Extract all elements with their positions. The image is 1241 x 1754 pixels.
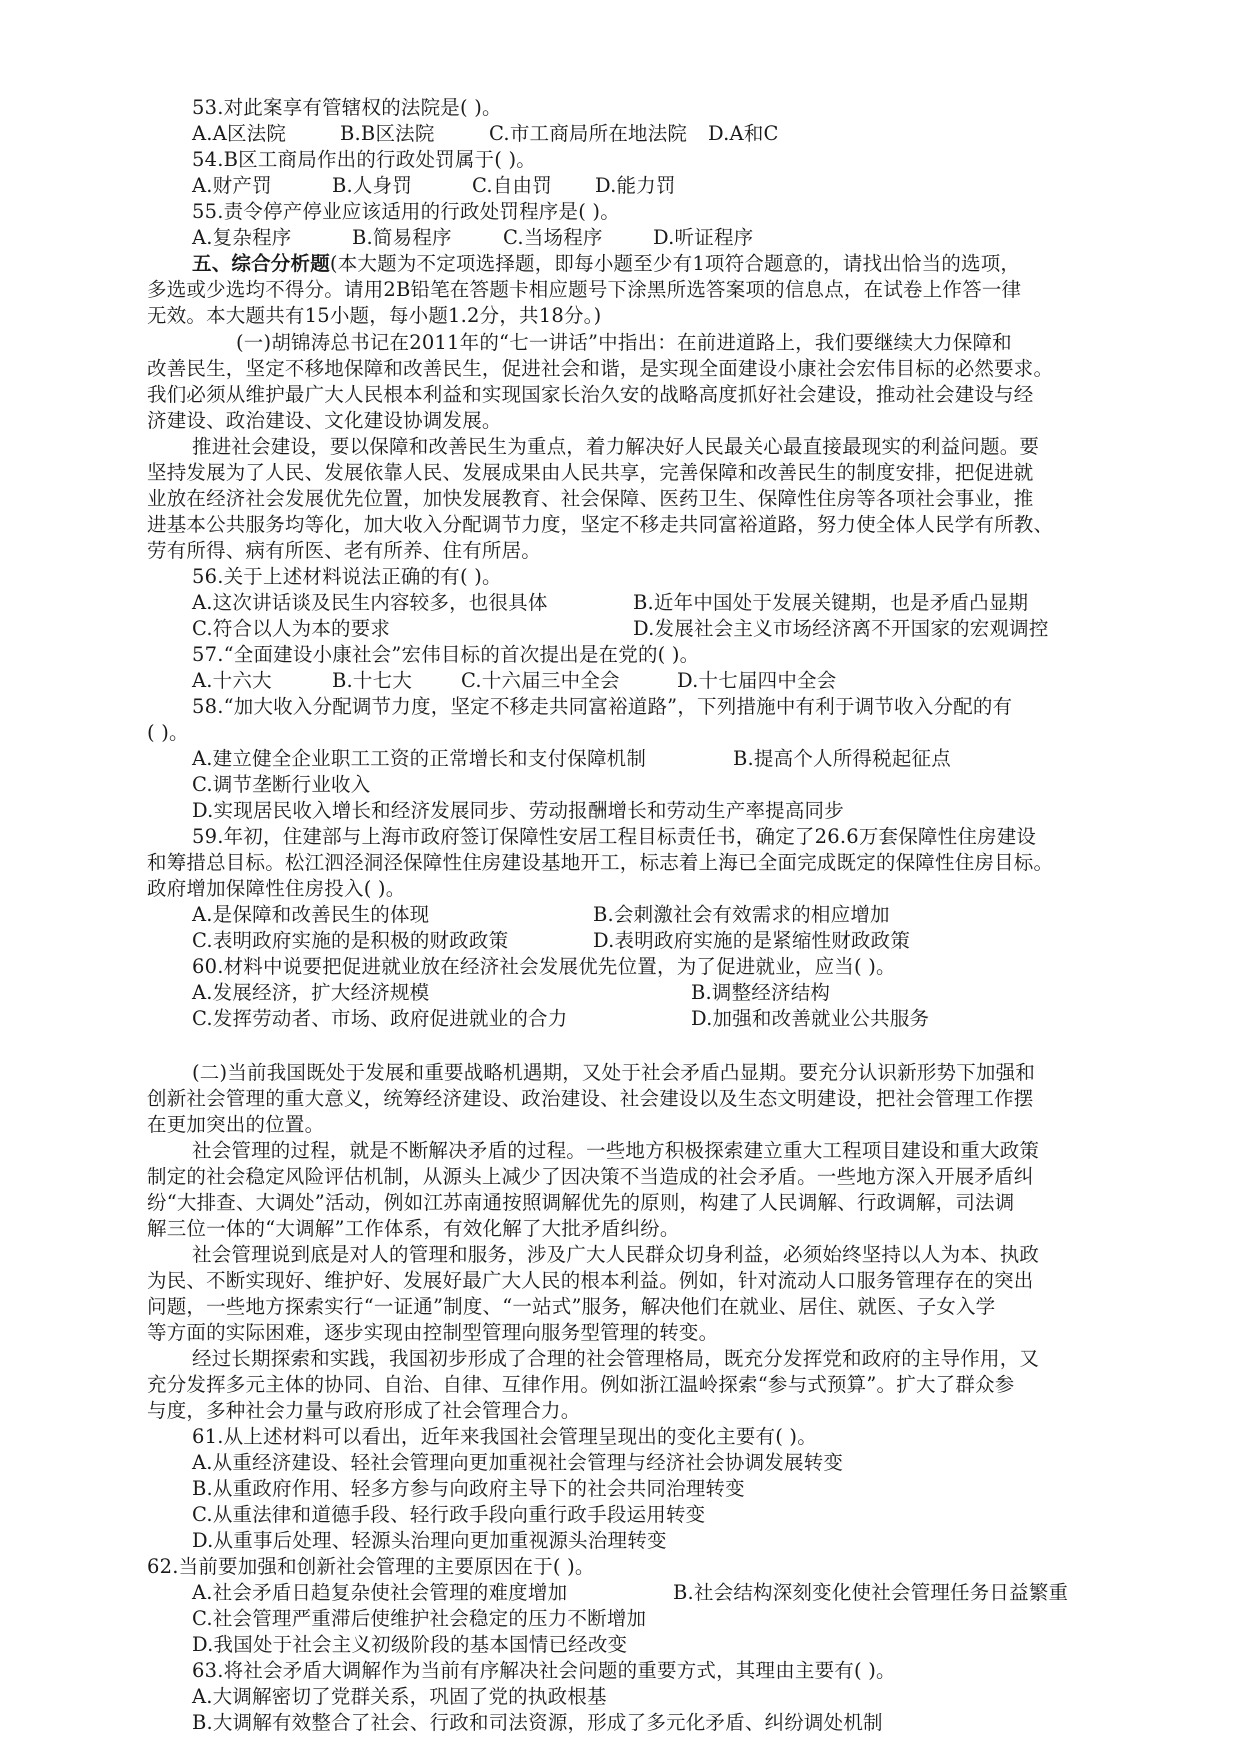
- question-61-stem: 61.从上述材料可以看出，近年来我国社会管理呈现出的变化主要有( )。: [192, 1425, 817, 1448]
- option-a: A.财产罚: [192, 174, 272, 197]
- question-60-options: [192, 980, 1142, 1032]
- option-a: A.社会矛盾日趋复杂使社会管理的难度增加: [192, 1581, 568, 1604]
- question-62-options-row: [192, 1580, 1142, 1606]
- passage-2-line: 社会管理的过程，就是不断解决矛盾的过程。一些地方积极探索建立重大工程项目建设和重大政策: [192, 1139, 1040, 1162]
- option-b: B.B区法院: [340, 122, 435, 145]
- question-56-stem: 56.关于上述材料说法正确的有( )。: [192, 565, 502, 588]
- option-a: A.大调解密切了党群关系，巩固了党的执政根基: [192, 1685, 607, 1708]
- section-5-intro-line-1: [192, 251, 1020, 277]
- option-c: C.表明政府实施的是积极的财政政策: [192, 929, 509, 952]
- option-c: C.当场程序: [503, 226, 603, 249]
- option-a: A.这次讲话谈及民生内容较多，也很具体: [192, 591, 548, 614]
- passage-1-line: 济建设、政治建设、文化建设协调发展。: [147, 409, 502, 432]
- option-c: C.从重法律和道德手段、轻行政手段向重行政手段运用转变: [192, 1503, 706, 1526]
- passage-2-line: 经过长期探索和实践，我国初步形成了合理的社会管理格局，既充分发挥党和政府的主导作用，又: [192, 1347, 1040, 1370]
- passage-2-line: 在更加突出的位置。: [147, 1113, 325, 1136]
- question-54-stem: 54.B区工商局作出的行政处罚属于( )。: [192, 148, 536, 171]
- option-d: D.能力罚: [595, 174, 676, 197]
- question-57-stem: 57.“全面建设小康社会”宏伟目标的首次提出是在党的( )。: [192, 643, 700, 666]
- passage-2-line: 解三位一体的“大调解”工作体系，有效化解了大批矛盾纠纷。: [147, 1217, 680, 1240]
- section-5-heading: 五、综合分析题: [192, 252, 330, 275]
- option-a: A.复杂程序: [192, 226, 292, 249]
- question-58-options-row: [192, 746, 1092, 772]
- question-58-stem-line-2: ( )。: [147, 721, 189, 744]
- passage-1-line: 推进社会建设，要以保障和改善民生为重点，着力解决好人民最关心最直接最现实的利益问题。要: [192, 435, 1040, 458]
- option-b: B.大调解有效整合了社会、行政和司法资源，形成了多元化矛盾、纠纷调处机制: [192, 1711, 883, 1734]
- question-53-options: [192, 121, 1092, 147]
- passage-1-line: 进基本公共服务均等化，加大收入分配调节力度，坚定不移走共同富裕道路，努力使全体人民学有所教、: [147, 513, 1054, 536]
- option-b: B.会刺激社会有效需求的相应增加: [593, 903, 890, 926]
- passage-2-line: 与度，多种社会力量与政府形成了社会管理合力。: [147, 1399, 581, 1422]
- option-d: D.十七届四中全会: [677, 669, 837, 692]
- question-56-options: [192, 590, 1142, 642]
- question-55-stem: 55.责令停产停业应该适用的行政处罚程序是( )。: [192, 200, 620, 223]
- option-c: C.自由罚: [472, 174, 552, 197]
- option-b: B.简易程序: [352, 226, 452, 249]
- question-59-options: [192, 902, 1142, 954]
- passage-1-line: 劳有所得、病有所医、老有所养、住有所居。: [147, 539, 542, 562]
- passage-2-line: 充分发挥多元主体的协同、自治、自律、互律作用。例如浙江温岭探索“参与式预算”。扩大了群众参: [147, 1373, 1015, 1396]
- option-b: B.十七大: [332, 669, 413, 692]
- option-b: B.人身罚: [332, 174, 413, 197]
- option-b: B.从重政府作用、轻多方参与向政府主导下的社会共同治理转变: [192, 1477, 745, 1500]
- question-53-stem: 53.对此案享有管辖权的法院是( )。: [192, 96, 502, 119]
- option-c: C.发挥劳动者、市场、政府促进就业的合力: [192, 1007, 568, 1030]
- passage-2-line: 社会管理说到底是对人的管理和服务，涉及广大人民群众切身利益，必须始终坚持以人为本、执政: [192, 1243, 1040, 1266]
- option-a: A.是保障和改善民生的体现: [192, 903, 430, 926]
- question-59-stem-line-3: 政府增加保障性住房投入( )。: [147, 877, 406, 900]
- option-b: B.调整经济结构: [691, 981, 831, 1004]
- question-60-stem: 60.材料中说要把促进就业放在经济社会发展优先位置，为了促进就业，应当( )。: [192, 955, 896, 978]
- passage-2-line: 纷“大排查、大调处”活动，例如江苏南通按照调解优先的原则，构建了人民调解、行政调解，司法调: [147, 1191, 1015, 1214]
- option-a: A.十六大: [192, 669, 272, 692]
- option-a: A.发展经济，扩大经济规模: [192, 981, 430, 1004]
- option-d: D.加强和改善就业公共服务: [691, 1007, 930, 1030]
- option-b: B.提高个人所得税起征点: [733, 747, 951, 770]
- option-c: C.市工商局所在地法院: [489, 122, 688, 145]
- option-a: A.建立健全企业职工工资的正常增长和支付保障机制: [192, 747, 647, 770]
- option-d: D.从重事后处理、轻源头治理向更加重视源头治理转变: [192, 1529, 667, 1552]
- passage-1-line: 业放在经济社会发展优先位置，加快发展教育、社会保障、医药卫生、保障性住房等各项社会事业，推: [147, 487, 1034, 510]
- option-c: C.十六届三中全会: [461, 669, 620, 692]
- option-b: B.近年中国处于发展关键期，也是矛盾凸显期: [633, 591, 1029, 614]
- question-63-stem: 63.将社会矛盾大调解作为当前有序解决社会问题的重要方式，其理由主要有( )。: [192, 1659, 896, 1682]
- question-54-options: [192, 173, 1092, 199]
- passage-1-line: 改善民生，坚定不移地保障和改善民生，促进社会和谐，是实现全面建设小康社会宏伟目标的必然要求。: [147, 357, 1054, 380]
- option-d: D.实现居民收入增长和经济发展同步、劳动报酬增长和劳动生产率提高同步: [192, 799, 844, 822]
- question-59-stem-line-1: 59.年初，住建部与上海市政府签订保障性安居工程目标责任书，确定了26.6万套保障性住房建设: [192, 825, 1037, 848]
- passage-1-line: (一)胡锦涛总书记在2011年的“七一讲话”中指出：在前进道路上，我们要继续大力保障和: [236, 331, 1012, 354]
- passage-2-line: 等方面的实际困难，逐步实现由控制型管理向服务型管理的转变。: [147, 1321, 719, 1344]
- option-b: B.社会结构深刻变化使社会管理任务日益繁重: [673, 1581, 1069, 1604]
- question-57-options: [192, 668, 1092, 694]
- option-a: A.从重经济建设、轻社会管理向更加重视社会管理与经济社会协调发展转变: [192, 1451, 844, 1474]
- option-d: D.我国处于社会主义初级阶段的基本国情已经改变: [192, 1633, 628, 1656]
- option-c: C.符合以人为本的要求: [192, 617, 391, 640]
- section-5-intro-text: (本大题为不定项选择题，即每小题至少有1项符合题意的，请找出恰当的选项，: [329, 252, 1021, 275]
- passage-2-line: 创新社会管理的重大意义，统筹经济建设、政治建设、社会建设以及生态文明建设，把社会管理工作摆: [147, 1087, 1034, 1110]
- section-5-intro-line-3: 无效。本大题共有15小题，每小题1.2分，共18分。): [147, 304, 602, 327]
- passage-2-line: 制定的社会稳定风险评估机制，从源头上减少了因决策不当造成的社会矛盾。一些地方深入开展矛盾纠: [147, 1165, 1034, 1188]
- option-d: D.A和C: [708, 122, 779, 145]
- passage-2-line: 问题，一些地方探索实行“一证通”制度、“一站式”服务，解决他们在就业、居住、就医、子女入学: [147, 1295, 996, 1318]
- option-c: C.调节垄断行业收入: [192, 773, 371, 796]
- question-59-stem-line-2: 和筹措总目标。松江泗泾洞泾保障性住房建设基地开工，标志着上海已全面完成既定的保障性住房目标。: [147, 851, 1054, 874]
- question-55-options: [192, 225, 1092, 251]
- passage-1-line: 坚持发展为了人民、发展依靠人民、发展成果由人民共享，完善保障和改善民生的制度安排，把促进就: [147, 461, 1034, 484]
- question-62-stem: 62.当前要加强和创新社会管理的主要原因在于( )。: [147, 1555, 595, 1578]
- option-d: D.表明政府实施的是紧缩性财政政策: [593, 929, 911, 952]
- passage-1-line: 我们必须从维护最广大人民根本利益和实现国家长治久安的战略高度抓好社会建设，推动社会建设与经: [147, 383, 1034, 406]
- passage-2-line: 为民、不断实现好、维护好、发展好最广大人民的根本利益。例如，针对流动人口服务管理存在的突出: [147, 1269, 1034, 1292]
- section-5-intro-line-2: 多选或少选均不得分。请用2B铅笔在答题卡相应题号下涂黑所选答案项的信息点，在试卷上作答一律: [147, 278, 1022, 301]
- option-d: D.听证程序: [653, 226, 754, 249]
- option-d: D.发展社会主义市场经济离不开国家的宏观调控: [633, 617, 1049, 640]
- option-a: A.A区法院: [192, 122, 287, 145]
- option-c: C.社会管理严重滞后使维护社会稳定的压力不断增加: [192, 1607, 647, 1630]
- question-58-stem-line-1: 58.“加大收入分配调节力度，坚定不移走共同富裕道路”，下列措施中有利于调节收入分配的有: [192, 695, 1013, 718]
- passage-2-line: (二)当前我国既处于发展和重要战略机遇期，又处于社会矛盾凸显期。要充分认识新形势下加强和: [192, 1061, 1036, 1084]
